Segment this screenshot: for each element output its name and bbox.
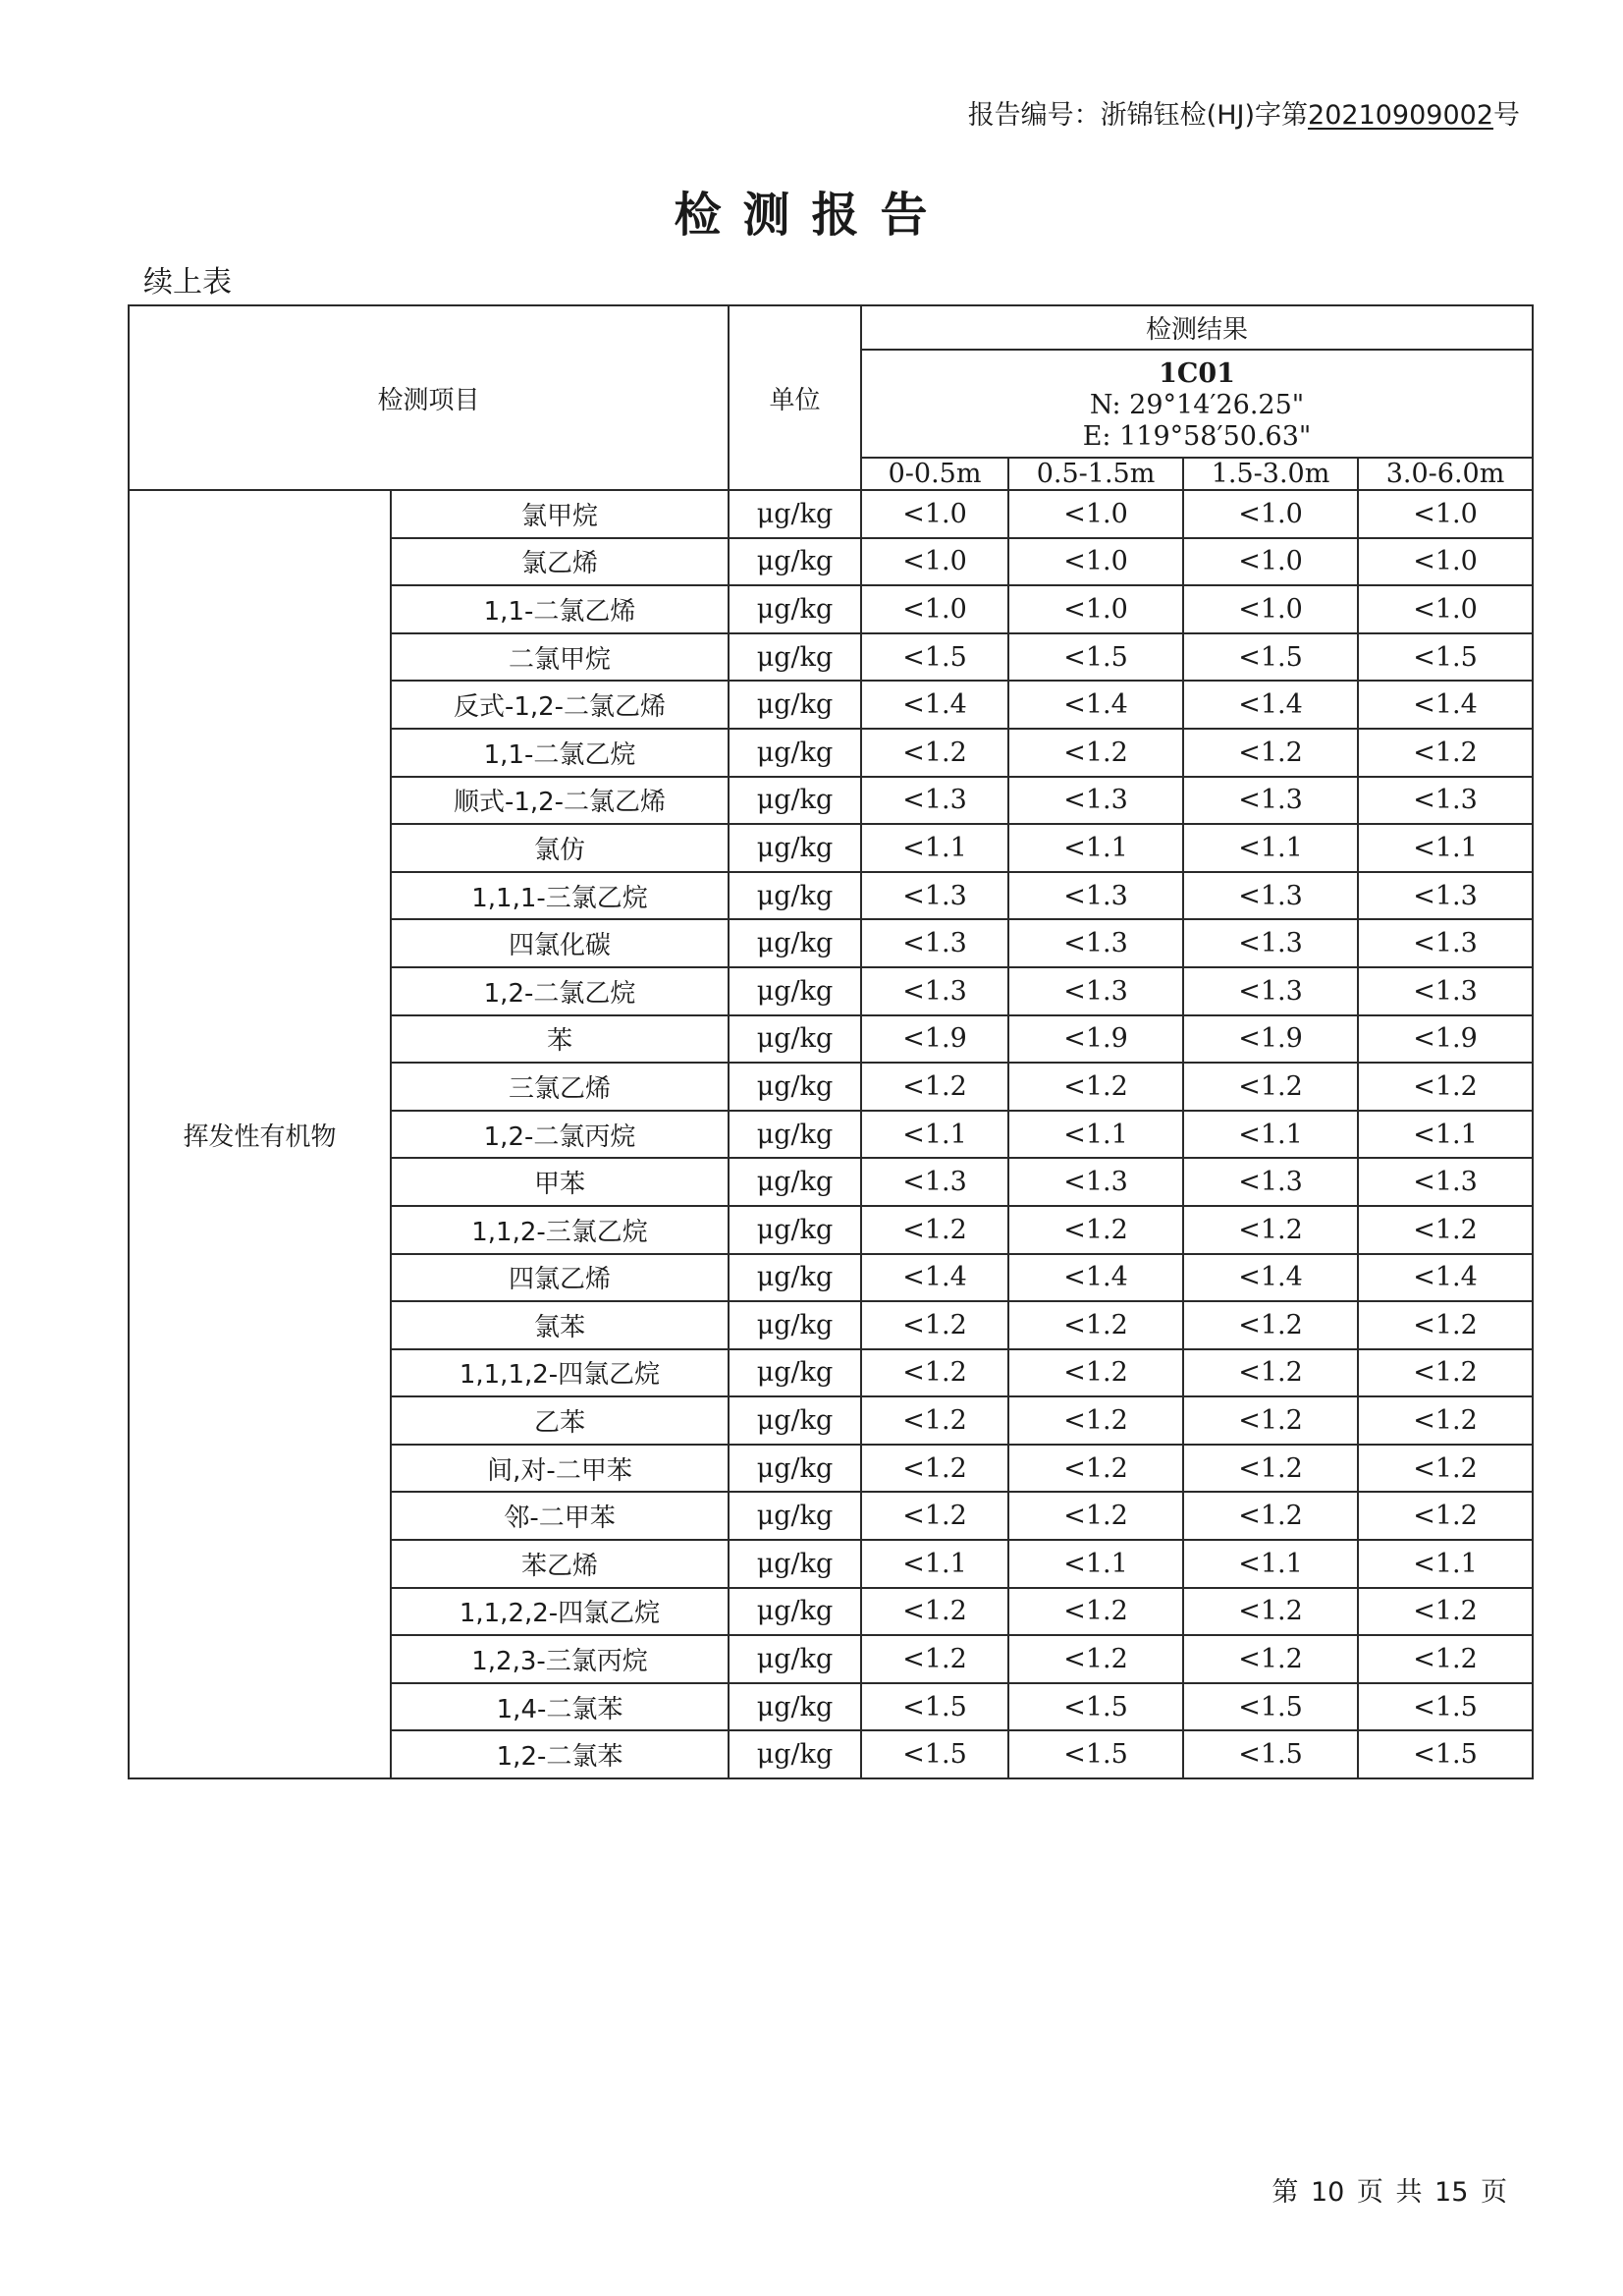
unit-cell: μg/kg	[729, 777, 861, 825]
compound-name: 二氯甲烷	[391, 633, 729, 682]
result-value: <1.2	[861, 1206, 1008, 1254]
result-value: <1.4	[1008, 1254, 1183, 1302]
compound-name: 氯仿	[391, 824, 729, 872]
compound-name: 1,1,1,2-四氯乙烷	[391, 1349, 729, 1397]
compound-name: 甲苯	[391, 1158, 729, 1206]
compound-name: 乙苯	[391, 1396, 729, 1445]
result-value: <1.4	[1183, 681, 1358, 729]
result-value: <1.2	[1008, 1063, 1183, 1111]
result-value: <1.2	[861, 1301, 1008, 1349]
result-value: <1.0	[1358, 585, 1533, 633]
compound-name: 1,4-二氯苯	[391, 1683, 729, 1731]
depth-header: 0-0.5m	[861, 458, 1008, 490]
result-value: <1.2	[861, 1588, 1008, 1636]
compound-name: 1,1-二氯乙烷	[391, 729, 729, 777]
result-value: <1.3	[1183, 872, 1358, 920]
result-value: <1.5	[1008, 633, 1183, 682]
result-value: <1.3	[861, 777, 1008, 825]
unit-cell: μg/kg	[729, 1683, 861, 1731]
result-value: <1.5	[1183, 633, 1358, 682]
unit-cell: μg/kg	[729, 1540, 861, 1588]
site-latitude: N: 29°14′26.25"	[1089, 390, 1305, 420]
site-code: 1C01	[1159, 358, 1235, 389]
result-value: <1.1	[1008, 1111, 1183, 1159]
result-value: <1.3	[861, 967, 1008, 1015]
result-value: <1.2	[1008, 1206, 1183, 1254]
unit-cell: μg/kg	[729, 1492, 861, 1540]
page-footer: 第 10 页 共 15 页	[1271, 2177, 1507, 2208]
compound-name: 1,2,3-三氯丙烷	[391, 1635, 729, 1683]
compound-name: 苯乙烯	[391, 1540, 729, 1588]
result-value: <1.9	[1008, 1015, 1183, 1064]
result-value: <1.9	[1183, 1015, 1358, 1064]
compound-name: 1,2-二氯丙烷	[391, 1111, 729, 1159]
unit-cell: μg/kg	[729, 585, 861, 633]
unit-cell: μg/kg	[729, 824, 861, 872]
unit-cell: μg/kg	[729, 490, 861, 538]
table-header	[129, 305, 1533, 490]
unit-cell: μg/kg	[729, 538, 861, 586]
result-value: <1.4	[1183, 1254, 1358, 1302]
result-value: <1.2	[1008, 1492, 1183, 1540]
result-value: <1.2	[1183, 1635, 1358, 1683]
result-value: <1.1	[1358, 1540, 1533, 1588]
result-value: <1.2	[1008, 1635, 1183, 1683]
compound-name: 四氯化碳	[391, 919, 729, 967]
result-value: <1.3	[1358, 1158, 1533, 1206]
unit-cell: μg/kg	[729, 1158, 861, 1206]
result-value: <1.1	[861, 1540, 1008, 1588]
result-value: <1.3	[1008, 919, 1183, 967]
result-value: <1.5	[1358, 633, 1533, 682]
result-value: <1.2	[861, 1349, 1008, 1397]
result-value: <1.2	[1183, 1206, 1358, 1254]
unit-cell: μg/kg	[729, 1730, 861, 1778]
unit-cell: μg/kg	[729, 919, 861, 967]
compound-name: 氯苯	[391, 1301, 729, 1349]
result-value: <1.3	[1183, 919, 1358, 967]
result-value: <1.2	[861, 1445, 1008, 1493]
result-value: <1.2	[1183, 1588, 1358, 1636]
compound-name: 间,对-二甲苯	[391, 1445, 729, 1493]
result-value: <1.4	[861, 681, 1008, 729]
unit-cell: μg/kg	[729, 1254, 861, 1302]
result-value: <1.0	[1183, 538, 1358, 586]
compound-name: 邻-二甲苯	[391, 1492, 729, 1540]
result-value: <1.2	[1183, 1396, 1358, 1445]
result-value: <1.2	[1358, 1301, 1533, 1349]
result-value: <1.5	[861, 1730, 1008, 1778]
compound-name: 1,1-二氯乙烯	[391, 585, 729, 633]
unit-cell: μg/kg	[729, 1206, 861, 1254]
unit-cell: μg/kg	[729, 967, 861, 1015]
unit-cell: μg/kg	[729, 1301, 861, 1349]
result-value: <1.2	[1358, 1588, 1533, 1636]
result-value: <1.2	[1358, 729, 1533, 777]
result-value: <1.2	[1358, 1635, 1533, 1683]
unit-cell: μg/kg	[729, 1111, 861, 1159]
compound-name: 1,1,1-三氯乙烷	[391, 872, 729, 920]
result-value: <1.2	[861, 1063, 1008, 1111]
unit-cell: μg/kg	[729, 1588, 861, 1636]
compound-name: 1,1,2-三氯乙烷	[391, 1206, 729, 1254]
result-value: <1.5	[1358, 1730, 1533, 1778]
unit-cell: μg/kg	[729, 1349, 861, 1397]
result-value: <1.4	[1358, 1254, 1533, 1302]
site-longitude: E: 119°58′50.63"	[1082, 421, 1312, 452]
result-value: <1.1	[1183, 824, 1358, 872]
result-value: <1.3	[1183, 1158, 1358, 1206]
header-unit: 单位	[729, 305, 861, 490]
result-value: <1.0	[861, 538, 1008, 586]
result-value: <1.3	[1183, 967, 1358, 1015]
result-value: <1.1	[861, 824, 1008, 872]
result-value: <1.3	[1358, 777, 1533, 825]
compound-name: 1,2-二氯苯	[391, 1730, 729, 1778]
result-value: <1.1	[1008, 1540, 1183, 1588]
result-value: <1.1	[861, 1111, 1008, 1159]
unit-cell: μg/kg	[729, 1445, 861, 1493]
report-number-suffix: 号	[1493, 100, 1520, 131]
results-table	[128, 304, 1534, 1779]
result-value: <1.2	[1183, 1492, 1358, 1540]
result-value: <1.2	[1358, 1445, 1533, 1493]
result-value: <1.9	[861, 1015, 1008, 1064]
page-title: 检测报告	[674, 188, 949, 243]
header-result: 检测结果	[861, 305, 1533, 350]
unit-cell: μg/kg	[729, 1015, 861, 1064]
site-info	[861, 350, 1533, 458]
result-value: <1.2	[1008, 729, 1183, 777]
unit-cell: μg/kg	[729, 872, 861, 920]
compound-name: 三氯乙烯	[391, 1063, 729, 1111]
result-value: <1.1	[1358, 824, 1533, 872]
result-value: <1.2	[1358, 1396, 1533, 1445]
result-value: <1.0	[1358, 490, 1533, 538]
result-value: <1.3	[1008, 872, 1183, 920]
depth-header: 0.5-1.5m	[1008, 458, 1183, 490]
result-value: <1.2	[1008, 1396, 1183, 1445]
result-value: <1.3	[1008, 967, 1183, 1015]
result-value: <1.2	[1008, 1301, 1183, 1349]
result-value: <1.4	[1008, 681, 1183, 729]
result-value: <1.0	[1358, 538, 1533, 586]
result-value: <1.2	[1008, 1445, 1183, 1493]
compound-name: 反式-1,2-二氯乙烯	[391, 681, 729, 729]
result-value: <1.2	[1183, 1349, 1358, 1397]
result-value: <1.2	[861, 1635, 1008, 1683]
report-number-line	[968, 93, 1520, 132]
table-body	[129, 490, 1533, 1778]
result-value: <1.1	[1183, 1111, 1358, 1159]
unit-cell: μg/kg	[729, 1396, 861, 1445]
result-value: <1.2	[1183, 1445, 1358, 1493]
result-value: <1.2	[861, 1396, 1008, 1445]
compound-name: 四氯乙烯	[391, 1254, 729, 1302]
compound-name: 苯	[391, 1015, 729, 1064]
depth-header: 3.0-6.0m	[1358, 458, 1533, 490]
result-value: <1.3	[1358, 872, 1533, 920]
unit-cell: μg/kg	[729, 681, 861, 729]
result-value: <1.2	[1183, 1301, 1358, 1349]
unit-cell: μg/kg	[729, 633, 861, 682]
result-value: <1.2	[1183, 1063, 1358, 1111]
table-row	[129, 490, 1533, 538]
result-value: <1.1	[1008, 824, 1183, 872]
result-value: <1.5	[1183, 1730, 1358, 1778]
result-value: <1.5	[1008, 1683, 1183, 1731]
result-value: <1.5	[1008, 1730, 1183, 1778]
compound-name: 1,1,2,2-四氯乙烷	[391, 1588, 729, 1636]
result-value: <1.3	[861, 919, 1008, 967]
result-value: <1.3	[1008, 1158, 1183, 1206]
unit-cell: μg/kg	[729, 729, 861, 777]
result-value: <1.0	[861, 585, 1008, 633]
result-value: <1.2	[861, 1492, 1008, 1540]
result-value: <1.2	[1358, 1063, 1533, 1111]
result-value: <1.1	[1358, 1111, 1533, 1159]
depth-header: 1.5-3.0m	[1183, 458, 1358, 490]
result-value: <1.2	[861, 729, 1008, 777]
result-value: <1.2	[1358, 1492, 1533, 1540]
compound-name: 氯乙烯	[391, 538, 729, 586]
report-number-value: 20210909002	[1308, 100, 1493, 131]
result-value: <1.9	[1358, 1015, 1533, 1064]
result-value: <1.5	[1183, 1683, 1358, 1731]
continued-label: 续上表	[143, 265, 232, 300]
header-item: 检测项目	[129, 305, 729, 490]
result-value: <1.0	[1008, 490, 1183, 538]
result-value: <1.4	[1358, 681, 1533, 729]
result-value: <1.4	[861, 1254, 1008, 1302]
compound-name: 氯甲烷	[391, 490, 729, 538]
result-value: <1.3	[1358, 919, 1533, 967]
result-value: <1.3	[861, 1158, 1008, 1206]
result-value: <1.5	[861, 633, 1008, 682]
result-value: <1.2	[1358, 1206, 1533, 1254]
compound-name: 1,2-二氯乙烷	[391, 967, 729, 1015]
result-value: <1.2	[1358, 1349, 1533, 1397]
result-value: <1.3	[1358, 967, 1533, 1015]
result-value: <1.2	[1183, 729, 1358, 777]
report-number-label: 报告编号：浙锦钰检(HJ)字第	[967, 100, 1309, 131]
result-value: <1.5	[1358, 1683, 1533, 1731]
result-value: <1.3	[861, 872, 1008, 920]
result-value: <1.2	[1008, 1349, 1183, 1397]
result-value: <1.0	[861, 490, 1008, 538]
unit-cell: μg/kg	[729, 1063, 861, 1111]
result-value: <1.0	[1183, 490, 1358, 538]
result-value: <1.2	[1008, 1588, 1183, 1636]
result-value: <1.0	[1183, 585, 1358, 633]
compound-name: 顺式-1,2-二氯乙烯	[391, 777, 729, 825]
result-value: <1.5	[861, 1683, 1008, 1731]
unit-cell: μg/kg	[729, 1635, 861, 1683]
result-value: <1.1	[1183, 1540, 1358, 1588]
result-value: <1.3	[1183, 777, 1358, 825]
category-cell: 挥发性有机物	[129, 490, 391, 1778]
result-value: <1.3	[1008, 777, 1183, 825]
result-value: <1.0	[1008, 538, 1183, 586]
result-value: <1.0	[1008, 585, 1183, 633]
